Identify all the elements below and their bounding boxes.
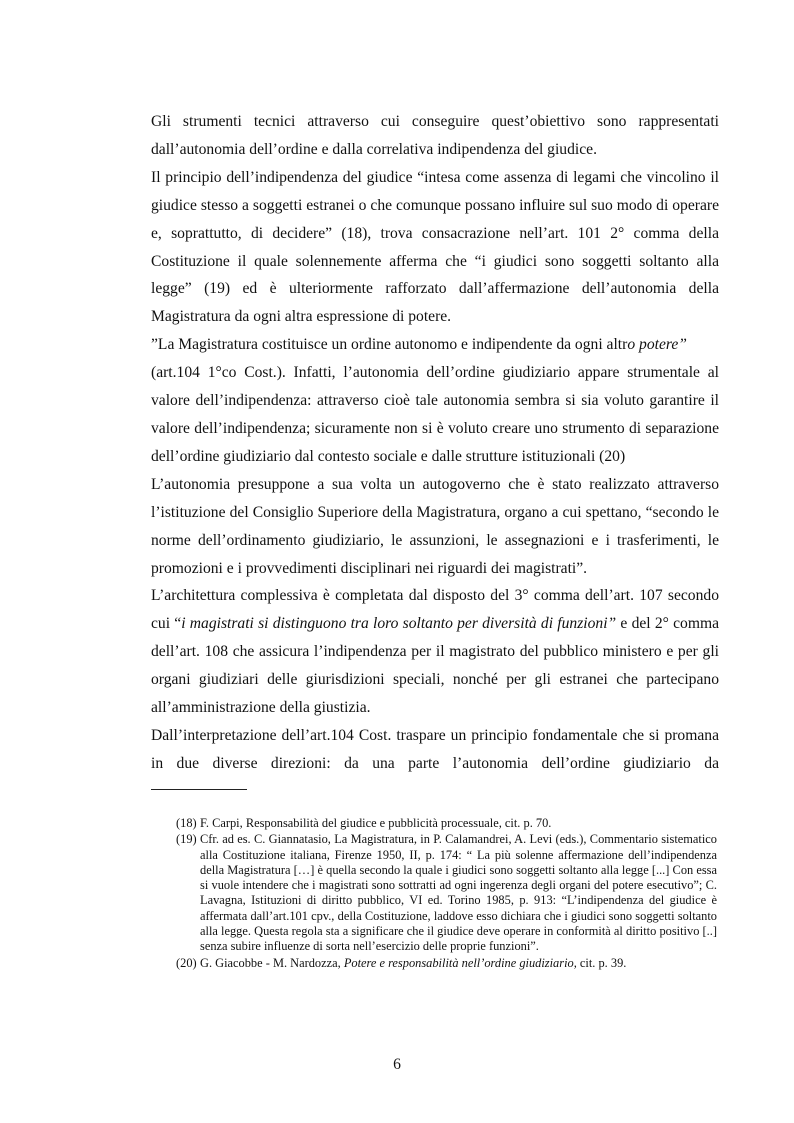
paragraph-principio: Il principio dell’indipendenza del giudice “intesa come assenza di legami che vincolino il giudice stesso a soggetti estranei o che comunque possano influire sul suo modo di operare e, soprattutto, di decidere” (18), trova consacrazione nell’art. 101 2° comma della Costituzione il quale solennemente afferma che “i giudici sono soggetti soltanto alla legge” (19) ed è ulteriormente rafforzato dall’affermazione dell’autonomia della Magistratura da ogni altra espressione di potere.: [151, 168, 719, 326]
paragraph-architettura: [151, 582, 719, 722]
footnote-separator: [151, 789, 247, 790]
footnotes: [176, 816, 717, 972]
quote-text: ”La Magistratura costituisce un ordine autonomo e indipendente da ogni altr: [151, 336, 628, 354]
architettura-italic: i magistrati si distinguono tra loro soltanto per diversità di funzioni”: [181, 615, 617, 633]
footnote-authors: G. Giacobbe - M. Nardozza,: [200, 955, 344, 970]
page-number: 6: [393, 1056, 401, 1073]
quote-italic: o potere”: [627, 336, 687, 354]
footnote-number: (19): [176, 832, 197, 847]
paragraph-magistratura-quote: [151, 331, 719, 359]
footnote-18: [176, 816, 717, 831]
footnote-text: Cfr. ad es. C. Giannatasio, La Magistratura, in P. Calamandrei, A. Levi (eds.), Commentario sistematico alla Costituzione italiana, Firenze 1950, II, p. 174: “ La più solenne affermazione dell’indipendenza della Magistratura […] è quella secondo la quale i giudici sono soggetti soltanto alla legge [...] Con essa si vuole intendere che i magistrati sono sottratti ad ogni ingerenza degli organi del potere esecutivo”; C. Lavagna, Istituzioni di diritto pubblico, VI ed. Torino 1985, p. 913: “L’indipendenza del giudice è affermata dall’art.101 cpv., della Costituzione, laddove esso dichiara che i giudici sono soggetti soltanto alla legge. Questa regola sta a significare che il giudice deve operare in conformità al diritto positivo [..] senza subire influenze di sorta nell’esercizio delle proprie funzioni”.: [200, 832, 717, 954]
footnote-number: (20): [176, 955, 197, 970]
architettura-text-1: L’architettura complessiva è completata dal disposto del 3° comma dell’art. 107 secondo cui “: [151, 587, 719, 633]
paragraph-autonomia: L’autonomia presuppone a sua volta un autogoverno che è stato realizzato attraverso l’istituzione del Consiglio Superiore della Magistratura, organo a cui spettano, “secondo le norme dell’ordinamento giudiziario, le assunzioni, le assegnazioni e i trasferimenti, le promozioni e i provvedimenti disciplinari nei riguardi dei magistrati”.: [151, 475, 719, 577]
footnote-text: F. Carpi, Responsabilità del giudice e pubblicità processuale, cit. p. 70.: [200, 816, 552, 830]
footnote-number: (18): [176, 816, 197, 830]
footnote-rest: cit. p. 39.: [576, 955, 627, 970]
footnote-19: [176, 832, 717, 954]
paragraph-interpretazione: Dall’interpretazione dell’art.104 Cost. traspare un principio fondamentale che si promana in due diverse direzioni: da una parte l’autonomia dell’ordine giudiziario da: [151, 726, 719, 772]
footnote-title: Potere e responsabilità nell’ordine giudiziario,: [343, 955, 577, 970]
paragraph-art104: (art.104 1°co Cost.). Infatti, l’autonomia dell’ordine giudiziario appare strumentale al valore dell’indipendenza: attraverso cioè tale autonomia sembra si sia voluto garantire il valore dell’indipendenza; sicuramente non si è voluto creare uno strumento di separazione dell’ordine giudiziario dal contesto sociale e dalle strutture istituzionali (20): [151, 364, 719, 465]
paragraph-strumenti: Gli strumenti tecnici attraverso cui conseguire quest’obiettivo sono rappresentati dall’autonomia dell’ordine e dalla correlativa indipendenza del giudice.: [151, 113, 719, 158]
architettura-text-2: e del 2° comma dell’art. 108 che assicura l’indipendenza per il magistrato del pubblico ministero e per gli organi giudiziari delle giurisdizioni speciali, nonché per gli estranei che partecipano all’amministrazione della giustizia.: [151, 615, 719, 717]
footnote-20: [176, 956, 717, 971]
body-text: [151, 108, 719, 778]
